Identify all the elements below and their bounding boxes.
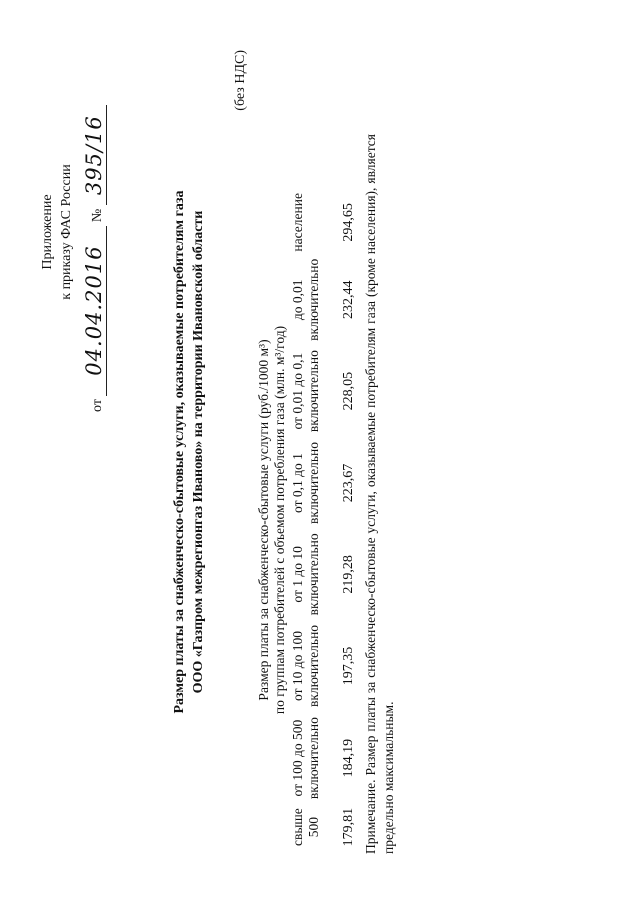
group-header: от 0,1 до 1 включительно — [290, 442, 321, 525]
order-number: 395/16 — [82, 115, 106, 196]
order-date-field — [82, 226, 107, 396]
group-header: от 0,01 до 0,1 включительно — [290, 350, 321, 433]
document-title — [170, 42, 208, 862]
from-label: от — [90, 399, 105, 412]
order-reference: к приказу ФАС России — [59, 164, 74, 300]
group-header: от 10 до 100 включительно — [290, 624, 321, 707]
rate-values-row — [323, 190, 358, 850]
group-header: свыше 500 — [290, 808, 321, 847]
rate-value: 219,28 — [341, 555, 356, 594]
group-header: до 0,01 включительно — [290, 258, 321, 341]
rate-value: 228,05 — [341, 371, 356, 411]
group-header: население — [290, 193, 305, 252]
title-line-2: ООО «Газпром межрегионгаз Иваново» на территории Ивановской области — [191, 210, 206, 694]
rate-value: 223,67 — [341, 463, 356, 503]
order-date: 04.04.2016 — [82, 245, 106, 376]
group-header: от 1 до 10 включительно — [290, 533, 321, 616]
rate-value: 294,65 — [341, 203, 356, 242]
rate-value: 184,19 — [341, 738, 356, 778]
vat-note: (без НДС) — [233, 50, 248, 111]
rates-table — [252, 190, 358, 850]
group-header: от 100 до 500 включительно — [290, 717, 321, 800]
order-date-number-line — [82, 82, 107, 412]
table-header-line-2: по группам потребителей с объемом потребления газа (млн. м³/год) — [272, 325, 287, 715]
consumer-group-row — [289, 190, 323, 850]
rotated-document-page — [10, 22, 630, 882]
appendix-header — [38, 82, 76, 382]
table-header-line-1: Размер платы за снабженческо-сбытовые услуги (руб./1000 м³) — [256, 339, 271, 701]
rate-value: 197,35 — [341, 646, 356, 686]
title-line-1: Размер платы за снабженческо-сбытовые услуги, оказываемые потребителям газа — [172, 190, 187, 714]
table-header — [252, 190, 289, 850]
number-label: № — [90, 208, 105, 223]
rate-value: 179,81 — [341, 807, 356, 847]
appendix-label: Приложение — [40, 194, 55, 270]
rate-value: 232,44 — [341, 280, 356, 320]
footnote: Примечание. Размер платы за снабженческо-сбытовые услуги, оказываемые потребителям газа (кроме населения), является предельно максимальным. — [363, 134, 396, 854]
order-number-field — [82, 105, 107, 205]
